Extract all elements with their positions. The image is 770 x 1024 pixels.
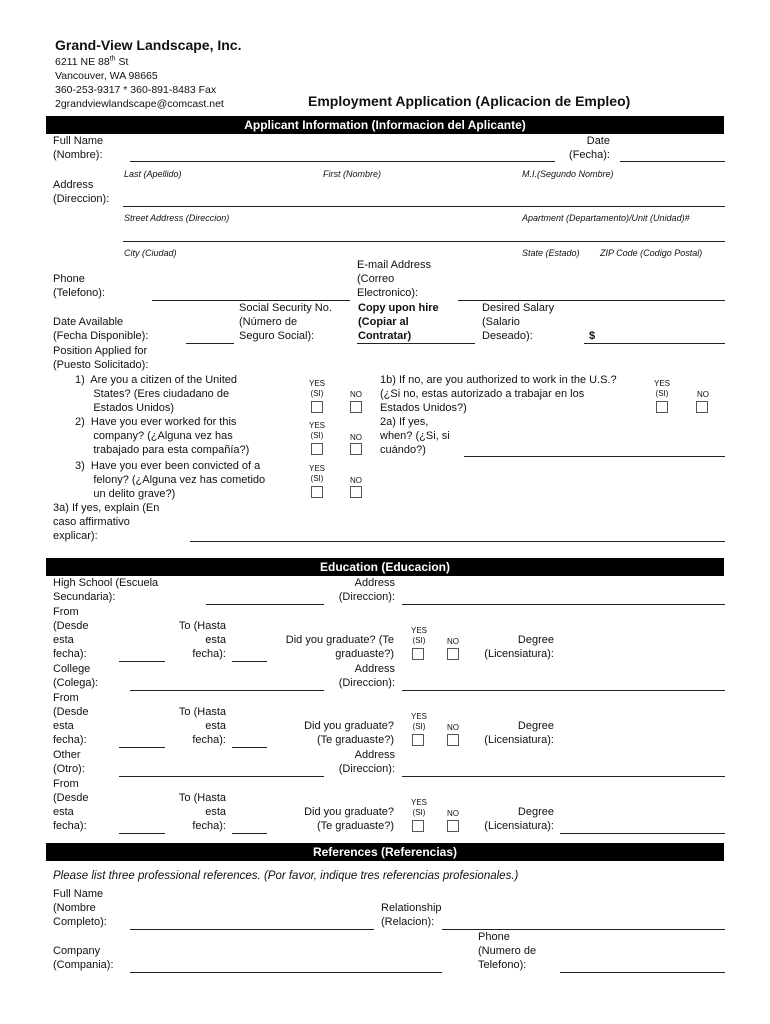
first-name-caption: First (Nombre) xyxy=(323,169,381,179)
college-from-field[interactable] xyxy=(119,747,165,748)
form-title: Employment Application (Aplicacion de Empleo) xyxy=(308,93,631,109)
q3a-explain-field[interactable] xyxy=(190,541,725,542)
reference-full-name-label: Full Name (Nombre Completo): xyxy=(53,888,107,928)
position-label: Position Applied for (Puesto Solicitado): xyxy=(53,345,149,371)
high-school-no-label: NO xyxy=(447,637,459,646)
other-to-label: To (Hasta esta fecha): xyxy=(178,792,226,832)
other-from-field[interactable] xyxy=(119,833,165,834)
question-1b: 1b) If no, are you authorized to work in the U.S.? (¿Si no, estas autorizado a trabajar en los Estados Unidos?) xyxy=(380,374,617,414)
question-2: 2) Have you ever worked for this company? (¿Alguna vez has trabajado para esta compañía?) xyxy=(75,416,250,456)
zip-caption: ZIP Code (Codigo Postal) xyxy=(600,248,703,258)
city-caption: City (Ciudad) xyxy=(124,248,177,258)
high-school-address-field[interactable] xyxy=(402,604,725,605)
q2-no-checkbox[interactable] xyxy=(350,443,362,455)
address-label: Address (Direccion): xyxy=(53,179,110,205)
high-school-from-field[interactable] xyxy=(119,661,165,662)
college-yes-label: YES (SI) xyxy=(410,712,427,731)
other-no-checkbox[interactable] xyxy=(447,820,459,832)
high-school-graduate-label: Did you graduate? (Te graduaste?) xyxy=(285,634,394,660)
phone-label: Phone (Telefono): xyxy=(53,273,105,299)
street-address-field[interactable] xyxy=(123,206,725,207)
other-degree-field[interactable] xyxy=(560,833,725,834)
college-to-field[interactable] xyxy=(232,747,267,748)
reference-phone-field[interactable] xyxy=(560,972,725,973)
college-to-label: To (Hasta esta fecha): xyxy=(178,706,226,746)
other-degree-label: Degree (Licensiatura): xyxy=(484,806,554,832)
college-yes-checkbox[interactable] xyxy=(412,734,424,746)
college-degree-label: Degree (Licensiatura): xyxy=(484,720,554,746)
last-name-caption: Last (Apellido) xyxy=(124,169,182,179)
q3-yes-label: YES (SI) xyxy=(308,464,325,483)
college-label: College (Colega): xyxy=(53,663,99,689)
q1b-no-label: NO xyxy=(697,390,709,399)
college-no-checkbox[interactable] xyxy=(447,734,459,746)
q1b-yes-label: YES (SI) xyxy=(653,379,670,398)
other-label: Other (Otro): xyxy=(53,749,85,775)
section-header-education: Education (Educacion) xyxy=(46,558,724,576)
high-school-degree-label: Degree (Licensiatura): xyxy=(484,634,554,660)
q1-no-checkbox[interactable] xyxy=(350,401,362,413)
college-field[interactable] xyxy=(130,690,324,691)
reference-relationship-label: Relationship (Relacion): xyxy=(381,902,442,928)
desired-salary-label: Desired Salary (Salario Deseado): xyxy=(482,302,555,342)
question-2a: 2a) If yes, when? (¿Si, si cuándo?) xyxy=(380,416,450,456)
reference-company-label: Company (Compania): xyxy=(53,945,114,971)
apartment-caption: Apartment (Departamento)/Unit (Unidad)# xyxy=(522,213,690,223)
college-graduate-label: Did you graduate? (Te graduaste?) xyxy=(304,720,394,746)
company-email: 2grandviewlandscape@comcast.net xyxy=(55,98,224,110)
high-school-field[interactable] xyxy=(206,604,324,605)
reference-phone-label: Phone (Numero de Telefono): xyxy=(478,931,537,971)
q3-no-checkbox[interactable] xyxy=(350,486,362,498)
high-school-to-field[interactable] xyxy=(232,661,267,662)
company-address-line2: Vancouver, WA 98665 xyxy=(55,70,158,82)
q2-no-label: NO xyxy=(350,433,362,442)
email-label: E-mail Address (Correo Electronico): xyxy=(357,259,431,299)
salary-currency: $ xyxy=(589,330,596,342)
college-no-label: NO xyxy=(447,723,459,732)
q1-yes-label: YES (SI) xyxy=(308,379,325,398)
other-graduate-label: Did you graduate? (Te graduaste?) xyxy=(304,806,394,832)
ssn-field[interactable] xyxy=(357,343,475,344)
references-instruction: Please list three professional references. (Por favor, indique tres referencias profesionales.) xyxy=(53,870,519,882)
high-school-yes-label: YES (SI) xyxy=(410,626,427,645)
company-name: Grand-View Landscape, Inc. xyxy=(55,37,242,53)
reference-full-name-field[interactable] xyxy=(130,929,374,930)
q2-yes-checkbox[interactable] xyxy=(311,443,323,455)
street-address-caption: Street Address (Direccion) xyxy=(124,213,230,223)
question-1: 1) Are you a citizen of the United States? (Eres ciudadano de Estados Unidos) xyxy=(75,374,238,414)
q2-yes-label: YES (SI) xyxy=(308,421,325,440)
q1b-no-checkbox[interactable] xyxy=(696,401,708,413)
city-state-zip-field[interactable] xyxy=(123,241,725,242)
question-3: 3) Have you ever been convicted of a felony? (¿Alguna vez has cometido un delito grave?) xyxy=(75,460,266,500)
ssn-label: Social Security No. (Número de Seguro Social): xyxy=(239,302,332,342)
q1-yes-checkbox[interactable] xyxy=(311,401,323,413)
other-address-label: Address (Direccion): xyxy=(338,749,395,775)
date-available-label: Date Available (Fecha Disponible): xyxy=(53,316,149,342)
high-school-no-checkbox[interactable] xyxy=(447,648,459,660)
high-school-address-label: Address (Direccion): xyxy=(338,577,395,603)
company-address-line1: 6211 NE 88th St xyxy=(55,55,129,68)
q3-yes-checkbox[interactable] xyxy=(311,486,323,498)
section-header-applicant: Applicant Information (Informacion del Aplicante) xyxy=(46,116,724,134)
other-yes-label: YES (SI) xyxy=(410,798,427,817)
date-field[interactable] xyxy=(620,161,725,162)
other-from-label: From (Desde esta fecha): xyxy=(53,778,89,832)
other-field[interactable] xyxy=(119,776,324,777)
full-name-label: Full Name (Nombre): xyxy=(53,135,104,161)
q3-no-label: NO xyxy=(350,476,362,485)
company-phones: 360-253-9317 * 360-891-8483 Fax xyxy=(55,84,217,96)
high-school-yes-checkbox[interactable] xyxy=(412,648,424,660)
middle-initial-caption: M.I.(Segundo Nombre) xyxy=(522,169,614,179)
college-address-label: Address (Direccion): xyxy=(338,663,395,689)
college-from-label: From (Desde esta fecha): xyxy=(53,692,89,746)
question-3a: 3a) If yes, explain (En caso affirmativo explicar): xyxy=(53,502,160,542)
college-address-field[interactable] xyxy=(402,690,725,691)
q1-no-label: NO xyxy=(350,390,362,399)
reference-company-field[interactable] xyxy=(130,972,442,973)
date-available-field[interactable] xyxy=(186,343,234,344)
high-school-label: High School (Escuela Secundaria): xyxy=(53,577,159,603)
ssn-copy-note: Copy upon hire (Copiar al Contratar) xyxy=(358,302,439,342)
q1b-yes-checkbox[interactable] xyxy=(656,401,668,413)
full-name-field[interactable] xyxy=(130,161,555,162)
other-yes-checkbox[interactable] xyxy=(412,820,424,832)
other-address-field[interactable] xyxy=(402,776,725,777)
high-school-to-label: To (Hasta esta fecha): xyxy=(178,620,226,660)
high-school-from-label: From (Desde esta fecha): xyxy=(53,606,89,660)
other-no-label: NO xyxy=(447,809,459,818)
date-label: Date (Fecha): xyxy=(569,135,610,161)
desired-salary-field[interactable] xyxy=(584,343,725,344)
q2a-when-field[interactable] xyxy=(464,456,725,457)
state-caption: State (Estado) xyxy=(522,248,580,258)
other-to-field[interactable] xyxy=(232,833,267,834)
section-header-references: References (Referencias) xyxy=(46,843,724,861)
